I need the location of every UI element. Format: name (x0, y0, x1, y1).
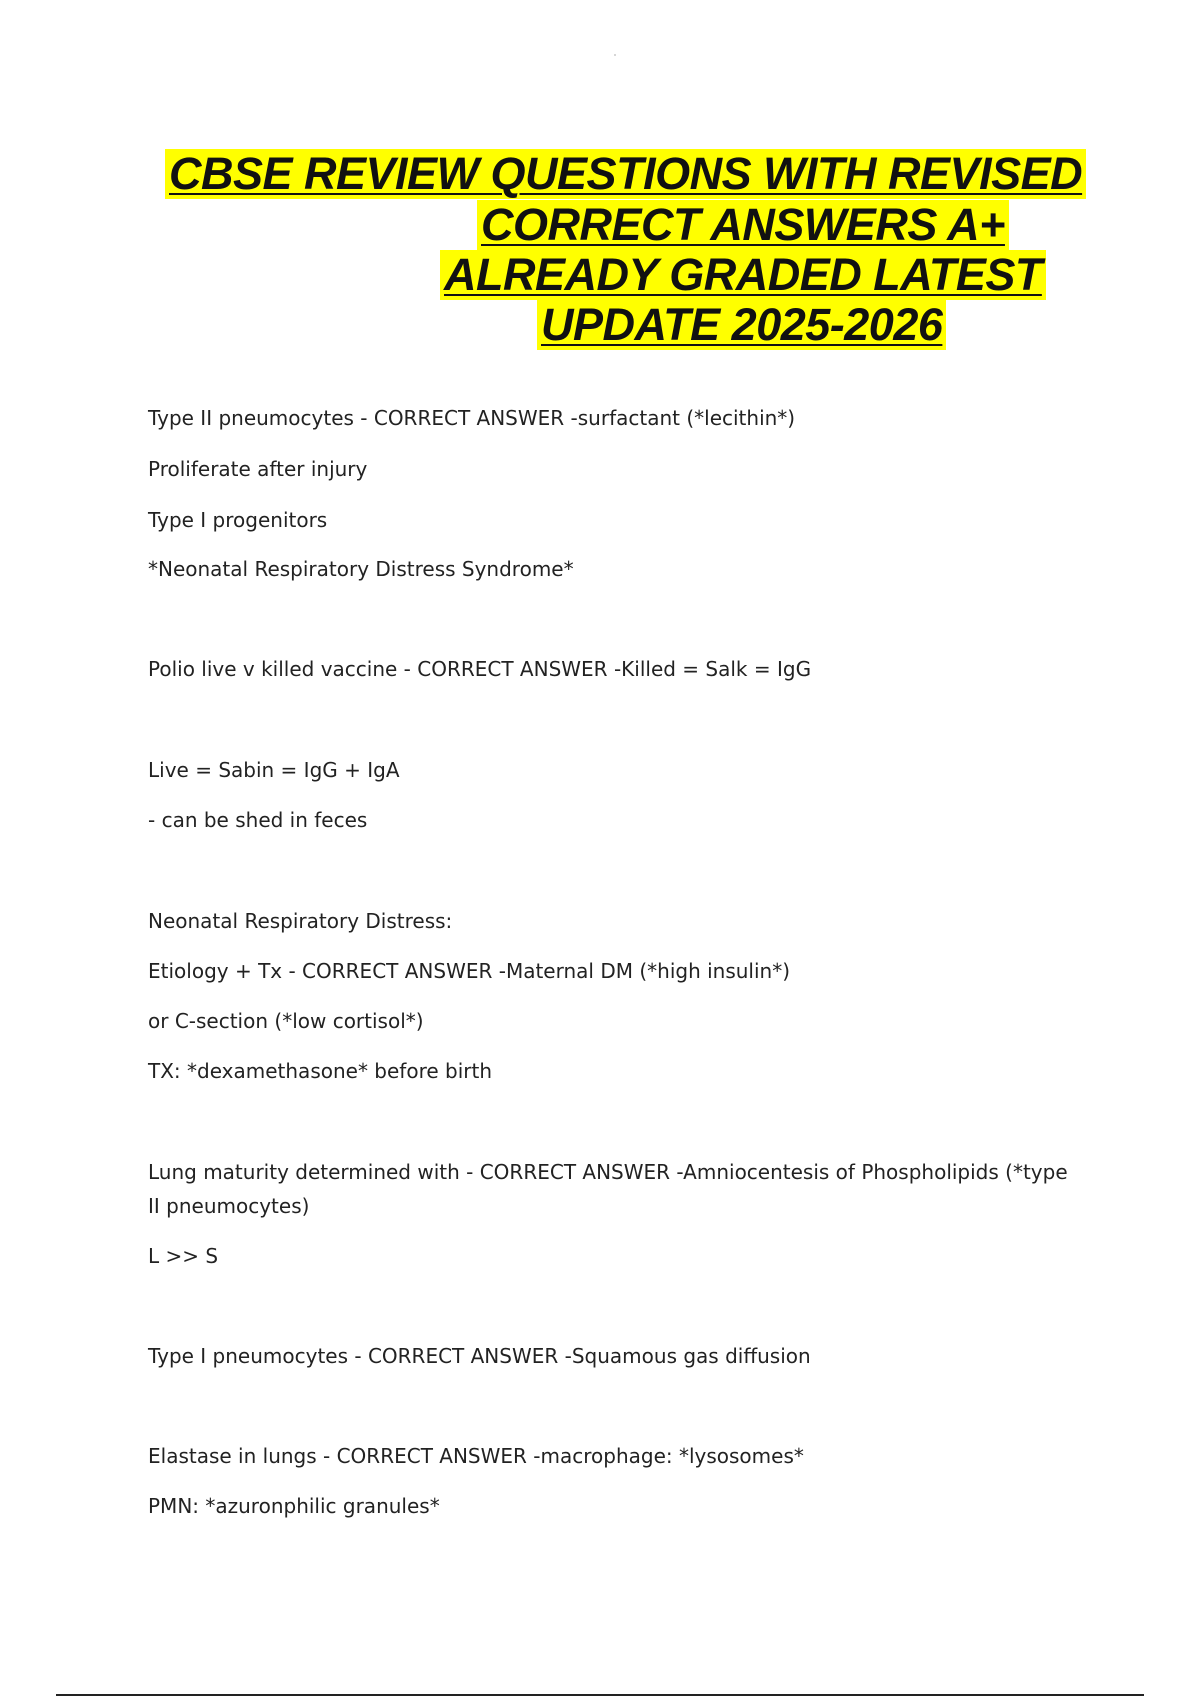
qa-line: Type I pneumocytes - CORRECT ANSWER -Squamous gas diffusion (148, 1344, 811, 1368)
title-line-3: ALREADY GRADED LATEST (440, 250, 1046, 300)
qa-line: Polio live v killed vaccine - CORRECT ANSWER -Killed = Salk = IgG (148, 657, 812, 681)
qa-line: or C-section (*low cortisol*) (148, 1009, 424, 1033)
qa-line: Elastase in lungs - CORRECT ANSWER -macrophage: *lysosomes* (148, 1444, 804, 1468)
qa-line: Type II pneumocytes - CORRECT ANSWER -surfactant (*lecithin*) (148, 406, 796, 430)
qa-line: Lung maturity determined with - CORRECT ANSWER -Amniocentesis of Phospholipids (*type II pneumocytes) (148, 1160, 1068, 1218)
qa-line: Type I progenitors (148, 508, 328, 532)
scan-speck (614, 54, 616, 56)
qa-line: TX: *dexamethasone* before birth (148, 1059, 493, 1083)
qa-line: - can be shed in feces (148, 808, 368, 832)
title-line-4: UPDATE 2025-2026 (537, 300, 946, 350)
qa-line: Etiology + Tx - CORRECT ANSWER -Maternal DM (*high insulin*) (148, 959, 791, 983)
qa-line: Proliferate after injury (148, 457, 368, 481)
bottom-divider (56, 1694, 1144, 1696)
title-line-2: CORRECT ANSWERS A+ (477, 200, 1009, 250)
qa-line: *Neonatal Respiratory Distress Syndrome* (148, 557, 574, 581)
qa-line: Neonatal Respiratory Distress: (148, 909, 453, 933)
qa-line: PMN: *azuronphilic granules* (148, 1494, 440, 1518)
qa-line: Live = Sabin = IgG + IgA (148, 758, 400, 782)
title-line-1: CBSE REVIEW QUESTIONS WITH REVISED (165, 149, 1086, 199)
qa-line: L >> S (148, 1244, 219, 1268)
